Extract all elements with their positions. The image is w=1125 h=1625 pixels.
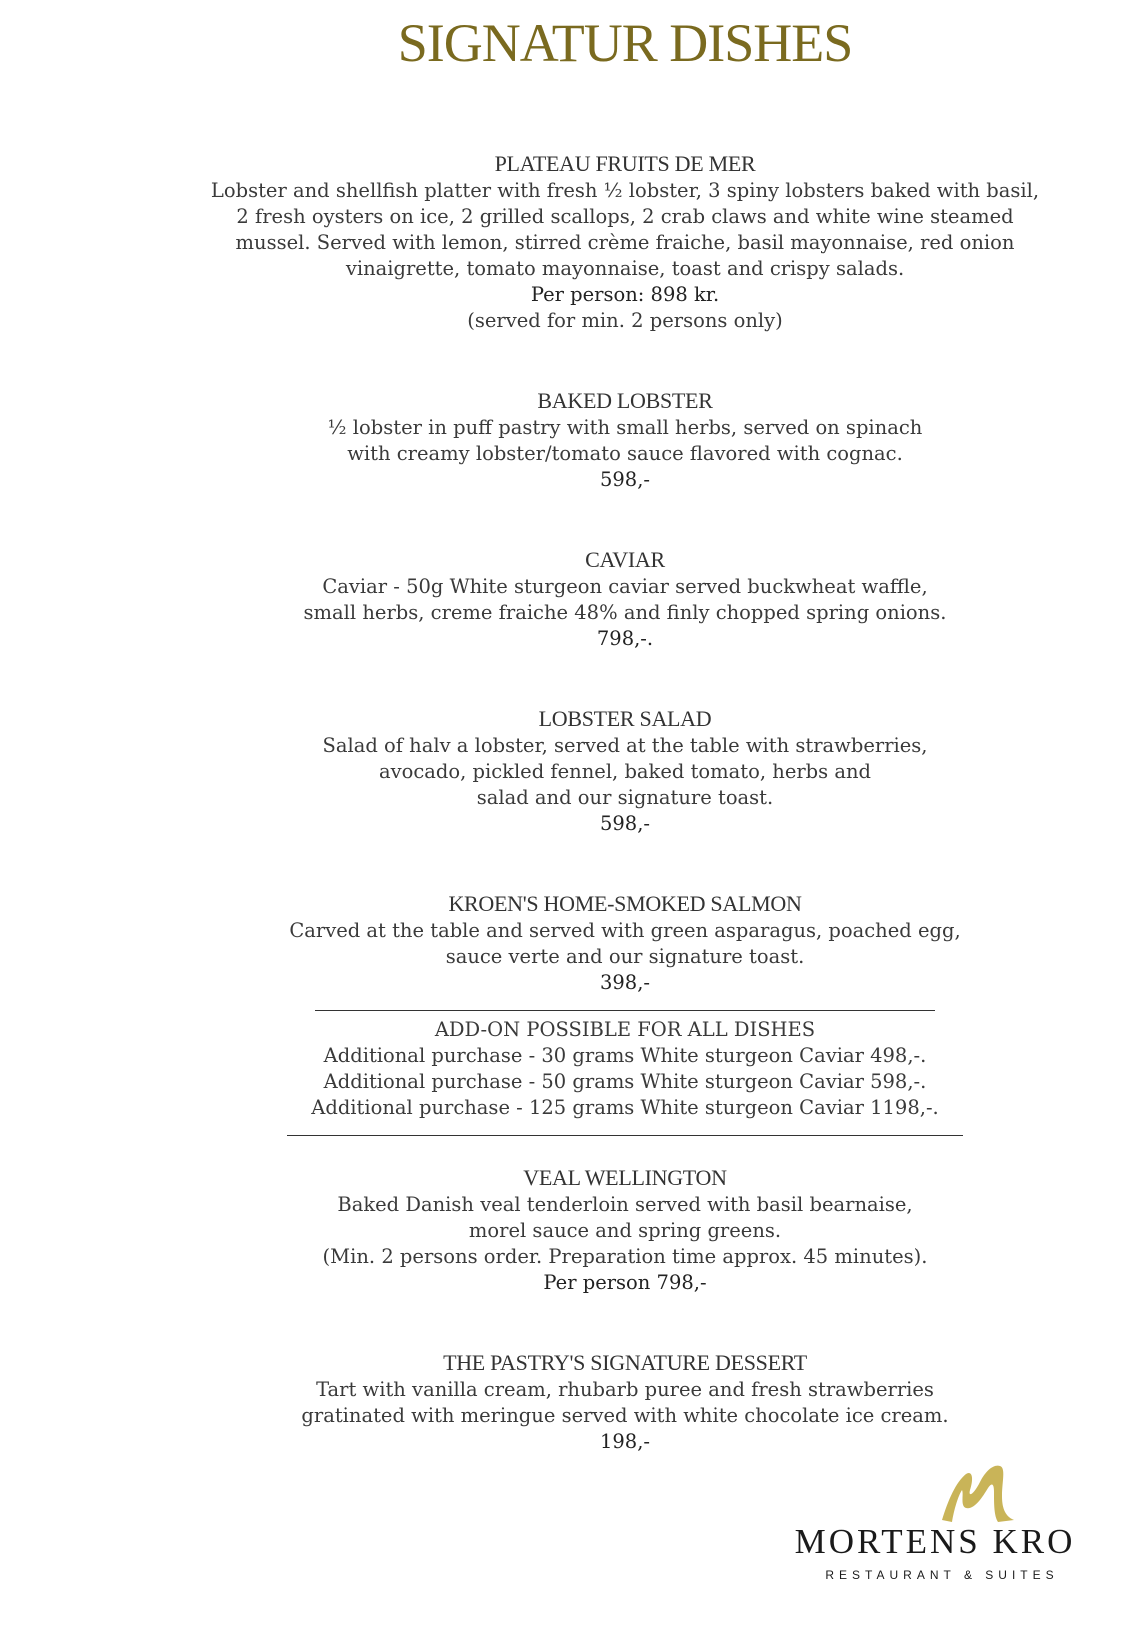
dish-description-line: Lobster and shellfish platter with fresh ½ lobster, 3 spiny lobsters baked with basil, [210,179,1040,202]
dish-price: Per person 798,- [543,1271,707,1294]
dish-price: Per person: 898 kr. [530,283,720,306]
dish-veal-wellington [0,1164,1125,1296]
divider [315,1010,935,1011]
dish-description-line: vinaigrette, tomato mayonnaise, toast and crispy salads. [345,257,905,280]
dish-name: THE PASTRY'S SIGNATURE DESSERT [443,1350,807,1375]
menu [0,150,1125,1508]
dish-description-line: Caviar - 50g White sturgeon caviar served buckwheat waffle, [322,575,928,598]
dish-description-line: Carved at the table and served with green asparagus, poached egg, [289,919,961,942]
dish-description-line: salad and our signature toast. [476,786,774,809]
dish-description-line: morel sauce and spring greens. [468,1219,782,1242]
dish-name: CAVIAR [585,547,665,572]
dish-description-line: Salad of halv a lobster, served at the table with strawberries, [322,734,928,757]
dish-description-line: small herbs, creme fraiche 48% and finly chopped spring onions. [303,601,947,624]
dish-plateau-fruits-de-mer [0,150,1125,334]
dish-price: 798,-. [596,627,654,650]
dish-note: (served for min. 2 persons only) [467,309,783,332]
dish-baked-lobster [0,387,1125,493]
dish-home-smoked-salmon [0,890,1125,996]
dish-description-line: mussel. Served with lemon, stirred crème fraiche, basil mayonnaise, red onion [235,231,1015,254]
dish-description-line: avocado, pickled fennel, baked tomato, herbs and [378,760,872,783]
dish-name: PLATEAU FRUITS DE MER [494,151,756,176]
logo-tagline: RESTAURANT & SUITES [825,1568,1059,1582]
dish-description-line: with creamy lobster/tomato sauce flavored with cognac. [347,442,903,465]
dish-name: KROEN'S HOME-SMOKED SALMON [448,891,802,916]
addon-title: ADD-ON POSSIBLE FOR ALL DISHES [434,1018,816,1041]
dish-description-line: sauce verte and our signature toast. [445,945,805,968]
dish-description-line: Baked Danish veal tenderloin served with basil bearnaise, [337,1193,913,1216]
logo-name: MORTENS KRO [794,1522,1076,1561]
dish-name: VEAL WELLINGTON [523,1165,727,1190]
dish-price: 598,- [599,468,650,491]
dish-description-line: (Min. 2 persons order. Preparation time approx. 45 minutes). [322,1245,928,1268]
restaurant-logo [790,1460,1090,1580]
page-title: SIGNATUR DISHES [397,13,853,73]
dish-description-line: gratinated with meringue served with white chocolate ice cream. [301,1404,949,1427]
dish-price: 198,- [599,1430,650,1453]
addon-line: Additional purchase - 125 grams White sturgeon Caviar 1198,-. [311,1096,939,1119]
addon-line: Additional purchase - 30 grams White sturgeon Caviar 498,-. [323,1044,927,1067]
dish-description-line: 2 fresh oysters on ice, 2 grilled scallops, 2 crab claws and white wine steamed [236,205,1014,228]
dish-caviar [0,546,1125,652]
addon-section [0,1010,1125,1136]
dish-name: LOBSTER SALAD [538,706,712,731]
addon-line: Additional purchase - 50 grams White sturgeon Caviar 598,-. [323,1070,927,1093]
dish-price: 398,- [599,971,650,994]
dish-price: 598,- [599,812,650,835]
dish-signature-dessert [0,1349,1125,1455]
brand-m-icon [938,1460,1018,1524]
dish-lobster-salad [0,705,1125,837]
dish-name: BAKED LOBSTER [537,388,713,413]
dish-description-line: ½ lobster in puff pastry with small herbs, served on spinach [327,416,923,439]
dish-description-line: Tart with vanilla cream, rhubarb puree and fresh strawberries [316,1378,934,1401]
divider [287,1135,963,1136]
